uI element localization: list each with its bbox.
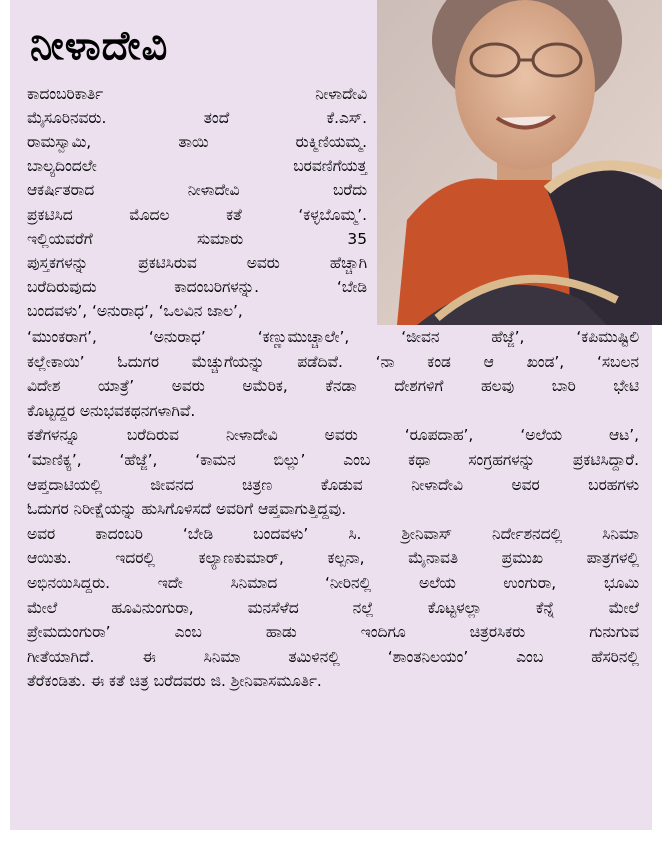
- body-line: ವಿದೇಶ ಯಾತ್ರೆ’ ಅವರು ಅಮೆರಿಕ, ಕೆನಡಾ ದೇಶಗಳಿಗೆ ಹಲವು ಬಾರಿ ಭೇಟಿ: [27, 377, 639, 395]
- body-line: ಮೇಲೆ ಹೂವಿನುಂಗುರಾ, ಮನಸೆಳೆದ ನಲ್ಲೆ ಕೊಟ್ಟಳಲ್ಲಾ ಕೆನ್ನೆ ಮೇಲೆ: [27, 599, 639, 617]
- body-line: ಇಲ್ಲಿಯವರೆಗೆ ಸುಮಾರು 35: [27, 230, 367, 248]
- body-line: ಅಭಿನಯಿಸಿದ್ದರು. ಇದೇ ಸಿನಿಮಾದ ‘ನೀರಿನಲ್ಲಿ ಅಲೆಯ ಉಂಗುರಾ, ಭೂಮಿ: [27, 574, 639, 592]
- body-line: ಕಲ್ಲೇಕಾಯಿ’ ಓದುಗರ ಮೆಚ್ಚುಗೆಯನ್ನು ಪಡೆದಿವೆ. ‘ನಾ ಕಂಡ ಆ ಖಂಡ’, ‘ಸಬಲನ: [27, 353, 639, 371]
- body-line: ರಾಮಸ್ವಾಮಿ, ತಾಯಿ ರುಕ್ಮಿಣಿಯಮ್ಮ.: [27, 133, 367, 151]
- body-line: ಬರೆದಿರುವುದು ಕಾದಂಬರಿಗಳನ್ನು. ‘ಬೇಡಿ: [27, 278, 367, 296]
- body-line: ಮೈಸೂರಿನವರು. ತಂದೆ ಕೆ.ಎಸ್.: [27, 109, 367, 127]
- body-line: ಆಕರ್ಷಿತರಾದ ನೀಳಾದೇವಿ ಬರೆದು: [27, 181, 367, 199]
- body-line: ಆಯಿತು. ಇದರಲ್ಲಿ ಕಲ್ಯಾಣಕುಮಾರ್, ಕಲ್ಪನಾ, ಮೈನಾವತಿ ಪ್ರಮುಖ ಪಾತ್ರಗಳಲ್ಲಿ: [27, 549, 639, 567]
- body-line: ‘ಮಾಣಿಕ್ಯ’, ‘ಹೆಜ್ಜೆ’, ‘ಕಾಮನ ಬಿಲ್ಲು’ ಎಂಬ ಕಥಾ ಸಂಗ್ರಹಗಳನ್ನು ಪ್ರಕಟಿಸಿದ್ದಾರೆ.: [27, 451, 639, 469]
- body-line: ಪುಸ್ತಕಗಳನ್ನು ಪ್ರಕಟಿಸಿರುವ ಅವರು ಹೆಚ್ಚಾಗಿ: [27, 254, 367, 272]
- article-title: ನೀಳಾದೇವಿ: [30, 23, 169, 69]
- body-line: ತೆರೆಕಂಡಿತು. ಈ ಕತೆ ಚಿತ್ರ ಬರೆದವರು ಜಿ. ಶ್ರೀನಿವಾಸಮೂರ್ತಿ.: [27, 672, 322, 690]
- body-line: ಬಾಲ್ಯದಿಂದಲೇ ಬರವಣಿಗೆಯತ್ತ: [27, 157, 367, 175]
- body-line: ಪ್ರಕಟಿಸಿದ ಮೊದಲ ಕತೆ ‘ಕಳ್ಳಬೊಮ್ಮ’.: [27, 206, 367, 224]
- body-line: ಕಾದಂಬರಿಕಾರ್ತಿ ನೀಳಾದೇವಿ: [27, 85, 367, 103]
- body-line: ‘ಮುಂಕರಾಗ’, ‘ಅನುರಾಧ’ ‘ಕಣ್ಣುಮುಚ್ಚಾಲೇ’, ‘ಜೀವನ ಹೆಜ್ಜೆ’, ‘ಕಪಿಮುಷ್ಟಿಲಿ: [27, 328, 639, 346]
- body-line: ಪ್ರೇಮದುಂಗುರಾ’ ಎಂಬ ಹಾಡು ಇಂದಿಗೂ ಚಿತ್ರರಸಿಕರು ಗುನುಗುವ: [27, 623, 639, 641]
- body-line: ಓದುಗರ ನಿರೀಕ್ಷೆಯನ್ನು ಹುಸಿಗೊಳಿಸದೆ ಅವರಿಗೆ ಆಪ್ತವಾಗುತ್ತಿದ್ದವು.: [27, 500, 347, 518]
- body-line: ಅವರ ಕಾದಂಬರಿ ‘ಬೇಡಿ ಬಂದವಳು’ ಸಿ. ಶ್ರೀನಿವಾಸ್ ನಿರ್ದೇಶನದಲ್ಲಿ ಸಿನಿಮಾ: [27, 525, 639, 543]
- body-line: ಕತೆಗಳನ್ನೂ ಬರೆದಿರುವ ನೀಳಾದೇವಿ ಅವರು ‘ರೂಪದಾಹ’, ‘ಅಲೆಯ ಆಟ’,: [27, 426, 639, 444]
- body-line: ಬಂದವಳು’, ‘ಅನುರಾಧ’, ‘ಒಲವಿನ ಜಾಲ’,: [27, 302, 243, 320]
- author-portrait-photo: [377, 0, 662, 325]
- body-line: ಗೀತೆಯಾಗಿದೆ. ಈ ಸಿನಿಮಾ ತಮಿಳಿನಲ್ಲಿ ‘ಶಾಂತನಿಲಯಂ’ ಎಂಬ ಹೆಸರಿನಲ್ಲಿ: [27, 648, 639, 666]
- body-line: ಕೊಟ್ಟದ್ದರ ಅನುಭವಕಥನಗಳಾಗಿವೆ.: [27, 402, 196, 420]
- body-line: ಆಪ್ತದಾಟಿಯಲ್ಲಿ ಜೀವನದ ಚಿತ್ರಣ ಕೊಡುವ ನೀಳಾದೇವಿ ಅವರ ಬರಹಗಳು: [27, 476, 639, 494]
